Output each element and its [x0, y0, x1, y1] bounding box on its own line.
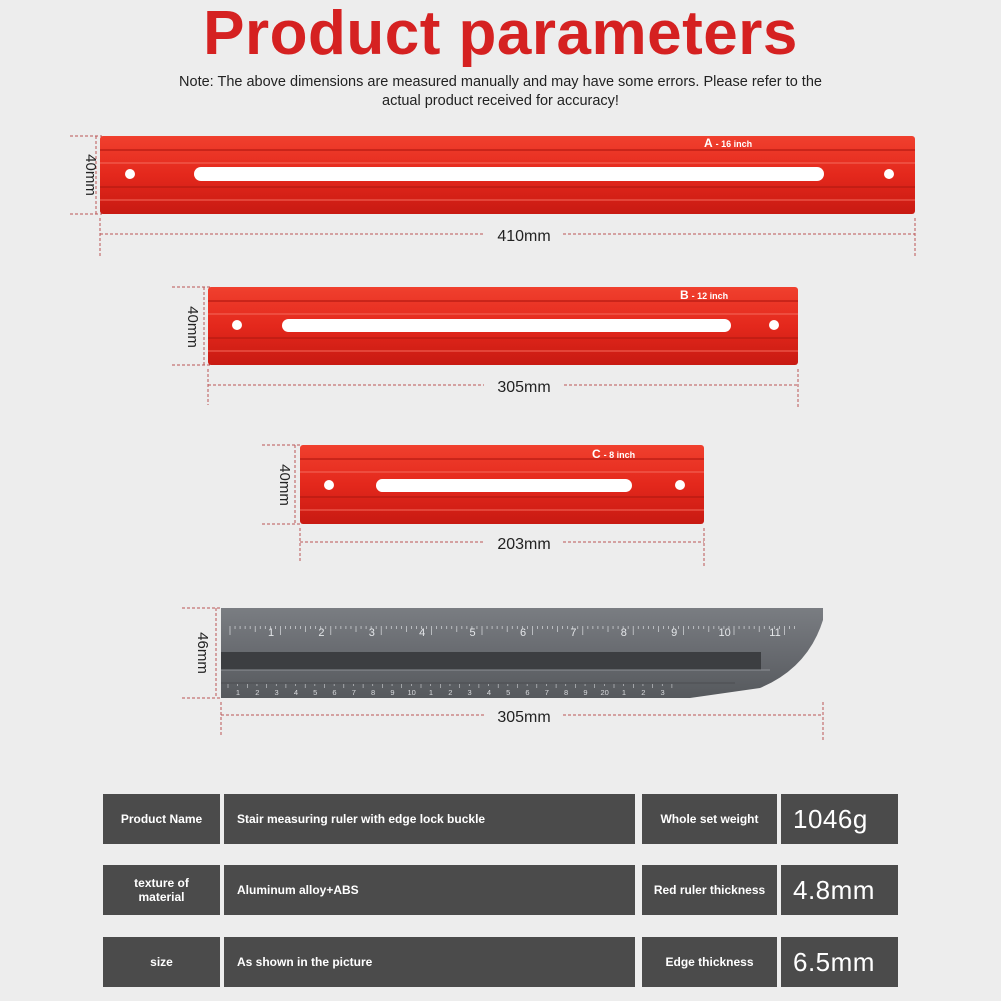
- edge-ruler-top-tick-label: 6: [519, 627, 527, 639]
- edge-ruler-bottom-tick-label: 9: [390, 688, 395, 697]
- spec-label-size: size: [103, 937, 220, 987]
- edge-ruler-bottom-tick-label: 20: [600, 688, 609, 697]
- edge-ruler-bottom-tick-label: 7: [351, 688, 356, 697]
- spec-label-edge-thickness: Edge thickness: [642, 937, 777, 987]
- edge-ruler-bottom-tick-label: 1: [235, 688, 241, 697]
- edge-ruler-bottom-tick-label: 6: [332, 688, 337, 697]
- edge-ruler-bottom-tick-label: 3: [660, 688, 665, 697]
- edge-ruler-top-tick-label: 7: [570, 627, 577, 639]
- spec-value-weight: 1046g: [781, 794, 898, 844]
- edge-ruler-bottom-tick-label: 2: [641, 688, 646, 697]
- spec-label-weight: Whole set weight: [642, 794, 777, 844]
- edge-ruler-top-tick-label: 9: [671, 627, 678, 639]
- ruler-a-hole-right: [884, 169, 894, 179]
- spec-value-red-thickness: 4.8mm: [781, 865, 898, 915]
- ruler-c-length: 203mm: [497, 536, 551, 553]
- page-title: Product parameters: [203, 0, 798, 68]
- edge-ruler-bottom-tick-label: 7: [544, 688, 549, 697]
- ruler-c: [262, 445, 704, 566]
- edge-ruler-bottom-tick-label: 5: [506, 688, 511, 697]
- edge-ruler-bottom-tick-label: 6: [525, 688, 530, 697]
- ruler-a-slot: [194, 167, 824, 181]
- edge-ruler-length: 305mm: [497, 709, 551, 726]
- edge-ruler: [182, 608, 823, 740]
- edge-ruler-bottom-tick-label: 1: [621, 688, 627, 697]
- ruler-b-size-label: B - 12 inch: [680, 288, 729, 302]
- note-line-1: Note: The above dimensions are measured manually and may have some errors. Please refer to the: [179, 74, 822, 90]
- edge-ruler-bottom-tick-label: 10: [407, 688, 416, 697]
- ruler-c-slot: [376, 479, 632, 492]
- edge-ruler-height: 46mm: [194, 632, 211, 674]
- edge-ruler-top-tick-label: 4: [419, 627, 426, 639]
- edge-ruler-bottom-tick-label: 9: [583, 688, 588, 697]
- spec-value-product-name: Stair measuring ruler with edge lock buckle: [224, 794, 635, 844]
- edge-ruler-top-tick-label: 5: [469, 627, 476, 639]
- spec-label-material: texture of material: [103, 865, 220, 915]
- ruler-b-height: 40mm: [184, 306, 201, 348]
- note-line-2: actual product received for accuracy!: [382, 93, 619, 109]
- ruler-c-height: 40mm: [276, 464, 293, 506]
- edge-ruler-bottom-tick-label: 4: [486, 688, 491, 697]
- ruler-b-hole-left: [232, 320, 242, 330]
- ruler-a-height: 40mm: [82, 154, 99, 196]
- ruler-c-hole-left: [324, 480, 334, 490]
- ruler-a-size-label: A - 16 inch: [704, 136, 753, 150]
- spec-value-edge-thickness: 6.5mm: [781, 937, 898, 987]
- spec-label-red-thickness: Red ruler thickness: [642, 865, 777, 915]
- ruler-a-length: 410mm: [497, 228, 551, 245]
- ruler-b-hole-right: [769, 320, 779, 330]
- edge-ruler-bottom-tick-label: 3: [467, 688, 472, 697]
- edge-ruler-top-tick-label: 10: [718, 627, 731, 639]
- edge-ruler-bottom-tick-label: 4: [293, 688, 298, 697]
- edge-ruler-channel: [221, 652, 761, 670]
- edge-ruler-bottom-tick-label: 5: [313, 688, 318, 697]
- spec-value-size: As shown in the picture: [224, 937, 635, 987]
- edge-ruler-bottom-tick-label: 3: [274, 688, 279, 697]
- ruler-b-length: 305mm: [497, 379, 551, 396]
- edge-ruler-bottom-tick-label: 8: [564, 688, 569, 697]
- edge-ruler-top-tick-label: 3: [368, 627, 375, 639]
- ruler-b: [172, 287, 798, 409]
- ruler-b-slot: [282, 319, 731, 332]
- edge-ruler-bottom-tick-label: 1: [428, 688, 434, 697]
- ruler-a: [70, 136, 915, 258]
- edge-ruler-top-tick-label: 2: [318, 627, 325, 639]
- edge-ruler-bottom-tick-label: 2: [448, 688, 453, 697]
- edge-ruler-bottom-tick-label: 2: [255, 688, 260, 697]
- spec-label-product-name: Product Name: [103, 794, 220, 844]
- ruler-c-size-label: C - 8 inch: [592, 447, 636, 461]
- ruler-a-hole-left: [125, 169, 135, 179]
- edge-ruler-bottom-tick-label: 8: [371, 688, 376, 697]
- edge-ruler-top-tick-label: 8: [620, 627, 627, 639]
- ruler-c-hole-right: [675, 480, 685, 490]
- spec-value-material: Aluminum alloy+ABS: [224, 865, 635, 915]
- edge-ruler-top-tick-label: 1: [267, 627, 275, 639]
- edge-ruler-top-tick-label: 11: [769, 627, 781, 639]
